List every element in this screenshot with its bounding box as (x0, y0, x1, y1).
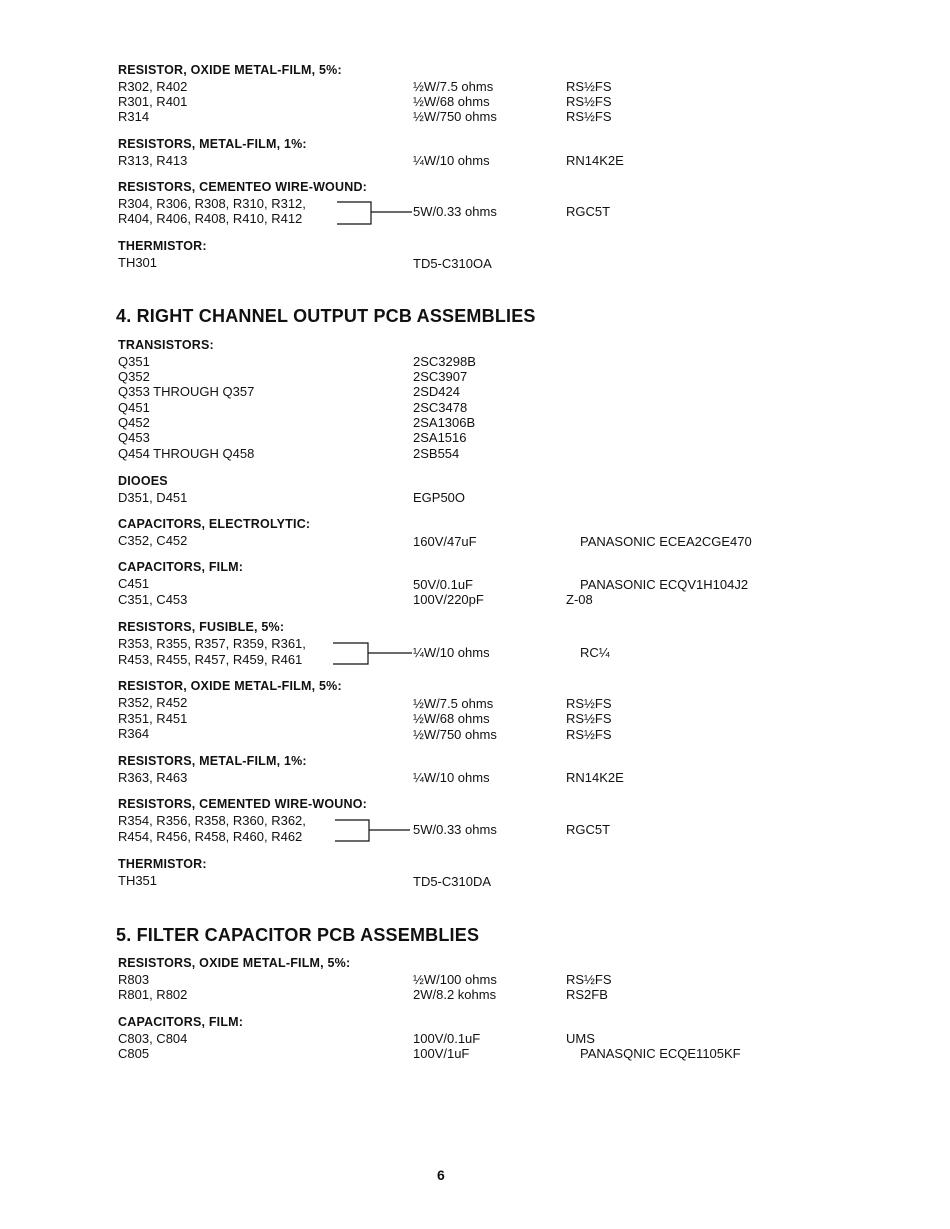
part-ref: R801, R802 (118, 987, 188, 1002)
part-number: RS½FS (566, 727, 612, 742)
part-ref: R364 (118, 726, 150, 741)
part-value: ½W/68 ohms (413, 711, 490, 726)
part-ref: R302, R402 (118, 79, 188, 94)
oxide-resistor-header: RESISTOR, OXIDE METAL-FILM, 5%: (118, 679, 342, 693)
part-ref: C451 (118, 576, 150, 591)
part-ref: R354, R356, R358, R360, R362, (118, 813, 306, 828)
section-title: 5. FILTER CAPACITOR PCB ASSEMBLIES (116, 925, 480, 945)
part-value: ½W/100 ohms (413, 972, 497, 987)
part-number: RS½FS (566, 94, 612, 109)
part-ref: R363, R463 (118, 770, 188, 785)
part-value: 100V/0.1uF (413, 1031, 481, 1046)
wire-wound-header: RESISTORS, CEMENTED WIRE-WOUNO: (118, 797, 368, 811)
part-number: RS½FS (566, 696, 612, 711)
part-number: RS½FS (566, 79, 612, 94)
part-ref: Q454 THROUGH Q458 (118, 446, 255, 461)
part-number: RN14K2E (566, 770, 624, 785)
diodes-header: DIOOES (118, 474, 168, 488)
metal-film-header: RESISTORS, METAL-FILM, 1%: (118, 754, 307, 768)
section-title: 4. RIGHT CHANNEL OUTPUT PCB ASSEMBLIES (116, 306, 536, 326)
bracket-connector (334, 200, 414, 226)
part-value: 160V/47uF (413, 534, 477, 549)
part-ref: C805 (118, 1046, 150, 1061)
oxide-resistor-header: RESISTOR, OXIDE METAL-FILM, 5%: (118, 63, 342, 77)
oxide-resistor-header: RESISTORS, OXIDE METAL-FILM, 5%: (118, 956, 351, 970)
thermistor-header: THERMISTOR: (118, 239, 207, 253)
part-ref: C351, C453 (118, 592, 188, 607)
part-ref: R304, R306, R308, R310, R312, (118, 196, 306, 211)
bracket-connector (332, 817, 412, 843)
part-number: RN14K2E (566, 153, 624, 168)
page-number: 6 (437, 1167, 445, 1183)
part-ref: R404, R406, R408, R410, R412 (118, 211, 303, 226)
part-ref: D351, D451 (118, 490, 188, 505)
part-ref: Q451 (118, 400, 150, 415)
part-number: UMS (566, 1031, 595, 1046)
part-value: 2SB554 (413, 446, 460, 461)
part-number: RS½FS (566, 109, 612, 124)
part-ref: R314 (118, 109, 150, 124)
film-capacitors-header: CAPACITORS, FILM: (118, 560, 244, 574)
part-value: TD5-C310DA (413, 874, 492, 889)
part-ref: R454, R456, R458, R460, R462 (118, 829, 303, 844)
part-value: 2SD424 (413, 384, 460, 399)
part-value: 100V/220pF (413, 592, 484, 607)
part-ref: C803, C804 (118, 1031, 188, 1046)
part-value: ½W/7.5 ohms (413, 696, 494, 711)
part-ref: R301, R401 (118, 94, 188, 109)
part-number: PANASONIC ECEA2CGE470 (580, 534, 752, 549)
part-value: ¼W/10 ohms (413, 153, 490, 168)
part-value: 2W/8.2 kohms (413, 987, 497, 1002)
part-ref: R352, R452 (118, 695, 188, 710)
fusible-resistors-header: RESISTORS, FUSIBLE, 5%: (118, 620, 285, 634)
thermistor-header: THERMISTOR: (118, 857, 207, 871)
part-value: 5W/0.33 ohms (413, 822, 497, 837)
part-number: RGC5T (566, 822, 611, 837)
part-value: 2SC3298B (413, 354, 476, 369)
part-ref: R353, R355, R357, R359, R361, (118, 636, 306, 651)
part-value: 5W/0.33 ohms (413, 204, 497, 219)
part-value: 50V/0.1uF (413, 577, 473, 592)
part-ref: R803 (118, 972, 150, 987)
part-ref: C352, C452 (118, 533, 188, 548)
part-value: ¼W/10 ohms (413, 770, 490, 785)
part-number: Z-08 (566, 592, 593, 607)
part-value: ½W/68 ohms (413, 94, 490, 109)
part-ref: R351, R451 (118, 711, 188, 726)
part-number: RS2FB (566, 987, 608, 1002)
part-number: RS½FS (566, 711, 612, 726)
part-value: 2SC3478 (413, 400, 468, 415)
metal-film-header: RESISTORS, METAL-FILM, 1%: (118, 137, 307, 151)
film-capacitors-header: CAPACITORS, FILM: (118, 1015, 244, 1029)
bracket-connector (330, 640, 414, 666)
part-ref: Q352 (118, 369, 150, 384)
electrolytic-capacitors-header: CAPACITORS, ELECTROLYTIC: (118, 517, 311, 531)
part-ref: Q452 (118, 415, 150, 430)
wire-wound-header: RESISTORS, CEMENTEO WIRE-WOUND: (118, 180, 368, 194)
part-value: EGP50O (413, 490, 466, 505)
part-value: TD5-C310OA (413, 256, 492, 271)
part-ref: Q353 THROUGH Q357 (118, 384, 255, 399)
part-value: 2SA1516 (413, 430, 467, 445)
part-number: PANASONIC ECQV1H104J2 (580, 577, 749, 592)
part-ref: TH351 (118, 873, 158, 888)
part-ref: R453, R455, R457, R459, R461 (118, 652, 303, 667)
part-ref: R313, R413 (118, 153, 188, 168)
part-ref: TH301 (118, 255, 158, 270)
part-number: RC¼ (580, 645, 610, 660)
part-value: 100V/1uF (413, 1046, 470, 1061)
transistors-header: TRANSISTORS: (118, 338, 214, 352)
part-ref: Q453 (118, 430, 150, 445)
part-value: ¼W/10 ohms (413, 645, 490, 660)
part-number: PANASQNIC ECQE1105KF (580, 1046, 741, 1061)
part-value: 2SC3907 (413, 369, 468, 384)
part-value: 2SA1306B (413, 415, 476, 430)
part-number: RGC5T (566, 204, 611, 219)
part-value: ½W/750 ohms (413, 109, 497, 124)
part-number: RS½FS (566, 972, 612, 987)
part-value: ½W/750 ohms (413, 727, 497, 742)
part-ref: Q351 (118, 354, 150, 369)
part-value: ½W/7.5 ohms (413, 79, 494, 94)
